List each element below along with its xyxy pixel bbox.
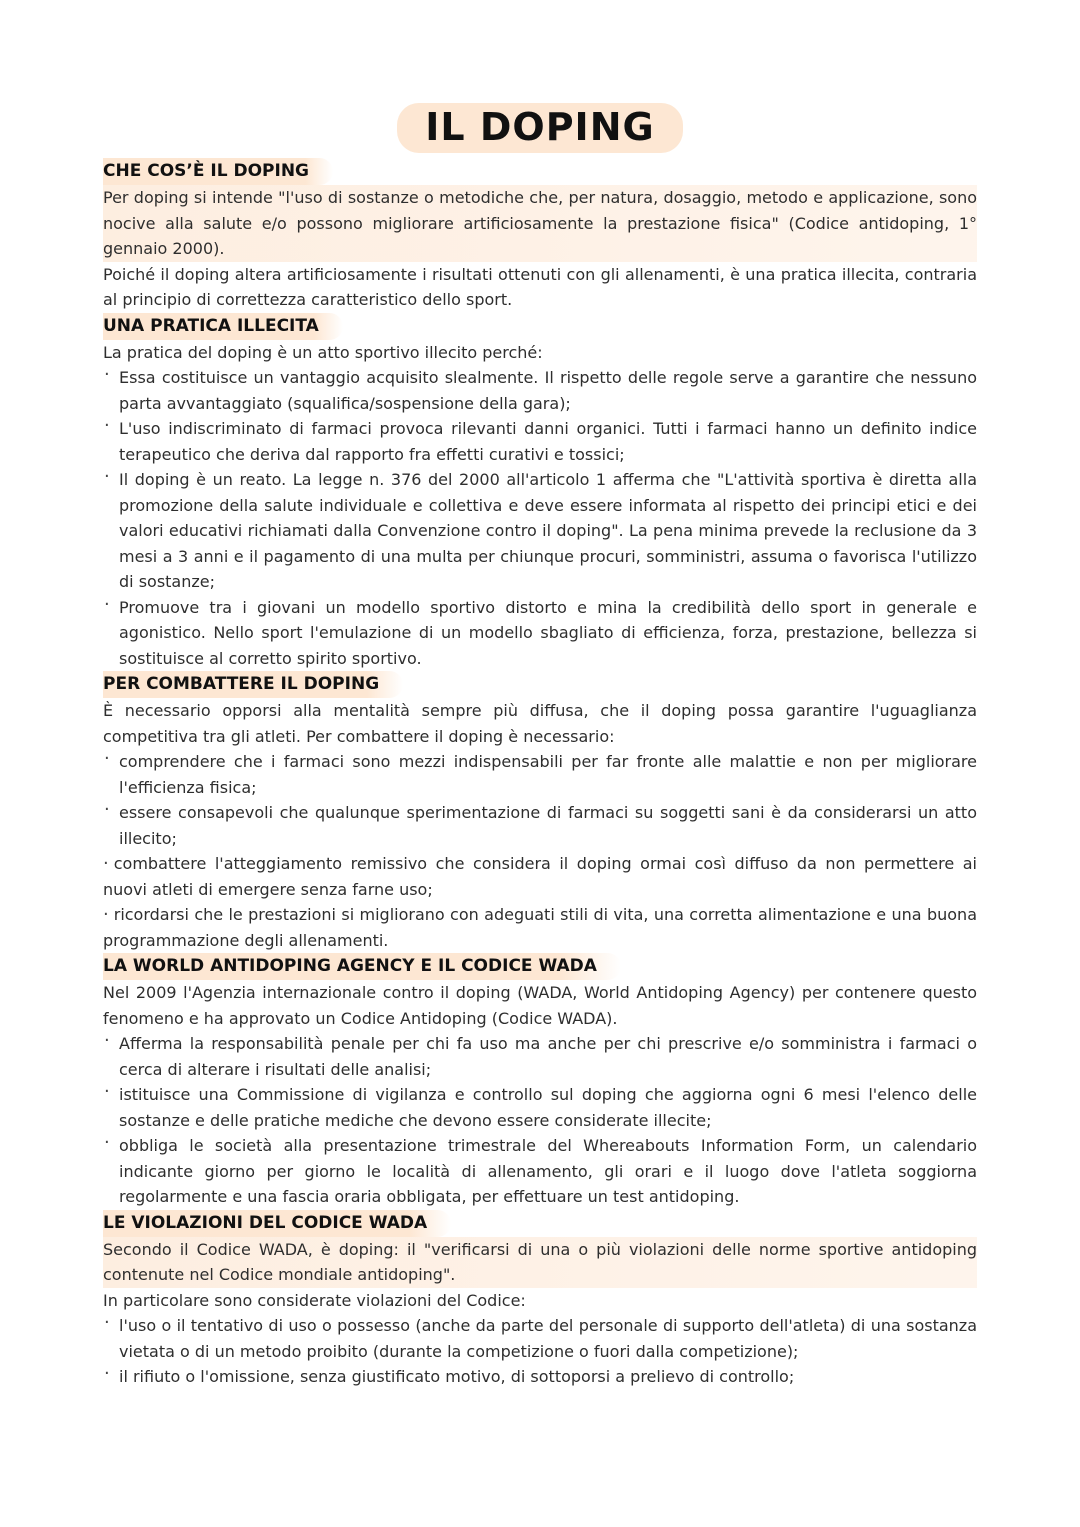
list-item: · Afferma la responsabilità penale per chi fa uso ma anche per chi prescrive e/o somministra i farmaci o cerca di alterare i risultati delle analisi;: [103, 1031, 977, 1082]
list-item: · il rifiuto o l'omissione, senza giustificato motivo, di sottoporsi a prelievo di controllo;: [103, 1364, 977, 1390]
section-heading: CHE COS’È IL DOPING: [103, 158, 333, 185]
document-body: [103, 158, 977, 1390]
section-illicit-practice: [103, 313, 977, 672]
list-item: · Il doping è un reato. La legge n. 376 del 2000 all'articolo 1 afferma che "L'attività sportiva è diretta alla promozione della salute individuale e collettiva e deve essere informata al rispetto dei principi etici e dei valori educativi richiamati dalla Convenzione contro il doping". La pena minima prevede la reclusione da 3 mesi a 3 anni e il pagamento di una multa per chiunque procuri, somministri, assuma o favorisca l'utilizzo di sostanze;: [103, 467, 977, 595]
section-wada-violations: [103, 1210, 977, 1390]
list-item: · Essa costituisce un vantaggio acquisito slealmente. Il rispetto delle regole serve a garantire che nessuno parta avvantaggiato (squalifica/sospensione della gara);: [103, 365, 977, 416]
section-heading: LE VIOLAZIONI DEL CODICE WADA: [103, 1210, 451, 1237]
list-item: · L'uso indiscriminato di farmaci provoca rilevanti danni organici. Tutti i farmaci hanno un definito indice terapeutico che deriva dal rapporto fra effetti curativi e tossici;: [103, 416, 977, 467]
section-what-is-doping: [103, 158, 977, 313]
list-item: · Promuove tra i giovani un modello sportivo distorto e mina la credibilità dello sport in generale e agonistico. Nello sport l'emulazione di un modello sbagliato di efficienza, forza, prestazione, bellezza si sostituisce al corretto spirito sportivo.: [103, 595, 977, 672]
section-heading: LA WORLD ANTIDOPING AGENCY E IL CODICE WADA: [103, 953, 621, 980]
paragraph: È necessario opporsi alla mentalità sempre più diffusa, che il doping possa garantire l'uguaglianza competitiva tra gli atleti. Per combattere il doping è necessario:: [103, 701, 977, 746]
list-item: · istituisce una Commissione di vigilanza e controllo sul doping che aggiorna ogni 6 mesi l'elenco delle sostanze e delle pratiche mediche che devono essere considerate illecite;: [103, 1082, 977, 1133]
bullet-list: [103, 365, 977, 671]
paragraph: Secondo il Codice WADA, è doping: il "verificarsi di una o più violazioni delle norme sportive antidoping contenute nel Codice mondiale antidoping".: [103, 1237, 977, 1288]
paragraph: In particolare sono considerate violazioni del Codice:: [103, 1290, 526, 1310]
list-item: · l'uso o il tentativo di uso o possesso (anche da parte del personale di supporto dell'atleta) di una sostanza vietata o di un metodo proibito (durante la competizione o fuori dalla competizione);: [103, 1313, 977, 1364]
list-item: · comprendere che i farmaci sono mezzi indispensabili per far fronte alle malattie e non per migliorare l'efficienza fisica;: [103, 749, 977, 800]
section-heading: PER COMBATTERE IL DOPING: [103, 671, 403, 698]
list-item: · ricordarsi che le prestazioni si migliorano con adeguati stili di vita, una corretta alimentazione e una buona programmazione degli allenamenti.: [103, 902, 977, 953]
paragraph: Per doping si intende "l'uso di sostanze o metodiche che, per natura, dosaggio, metodo e applicazione, sono nocive alla salute e/o possono migliorare artificiosamente la prestazione fisica" (Codice antidoping, 1° gennaio 2000).: [103, 185, 977, 262]
paragraph: La pratica del doping è un atto sportivo illecito perché:: [103, 342, 543, 362]
bullet-list: [103, 1313, 977, 1390]
list-item: · combattere l'atteggiamento remissivo che considera il doping ormai così diffuso da non permettere ai nuovi atleti di emergere senza farne uso;: [103, 851, 977, 902]
title-container: [0, 103, 1080, 153]
paragraph: Nel 2009 l'Agenzia internazionale contro il doping (WADA, World Antidoping Agency) per contenere questo fenomeno e ha approvato un Codice Antidoping (Codice WADA).: [103, 983, 977, 1028]
section-heading: UNA PRATICA ILLECITA: [103, 313, 343, 340]
list-item: · essere consapevoli che qualunque sperimentazione di farmaci su soggetti sani è da considerarsi un atto illecito;: [103, 800, 977, 851]
bullet-list-flat: [103, 851, 977, 953]
paragraph: Poiché il doping altera artificiosamente i risultati ottenuti con gli allenamenti, è una pratica illecita, contraria al principio di correttezza caratteristico dello sport.: [103, 264, 977, 309]
list-item: · obbliga le società alla presentazione trimestrale del Whereabouts Information Form, un calendario indicante giorno per giorno le località di allenamento, gli orari e il luogo dove l'atleta soggiorna regolarmente e una fascia oraria obbligata, per effettuare un test antidoping.: [103, 1133, 977, 1210]
bullet-list: [103, 749, 977, 851]
section-wada-agency: [103, 953, 977, 1210]
bullet-list: [103, 1031, 977, 1210]
page-title: IL DOPING: [397, 103, 682, 153]
section-fight-doping: [103, 671, 977, 953]
